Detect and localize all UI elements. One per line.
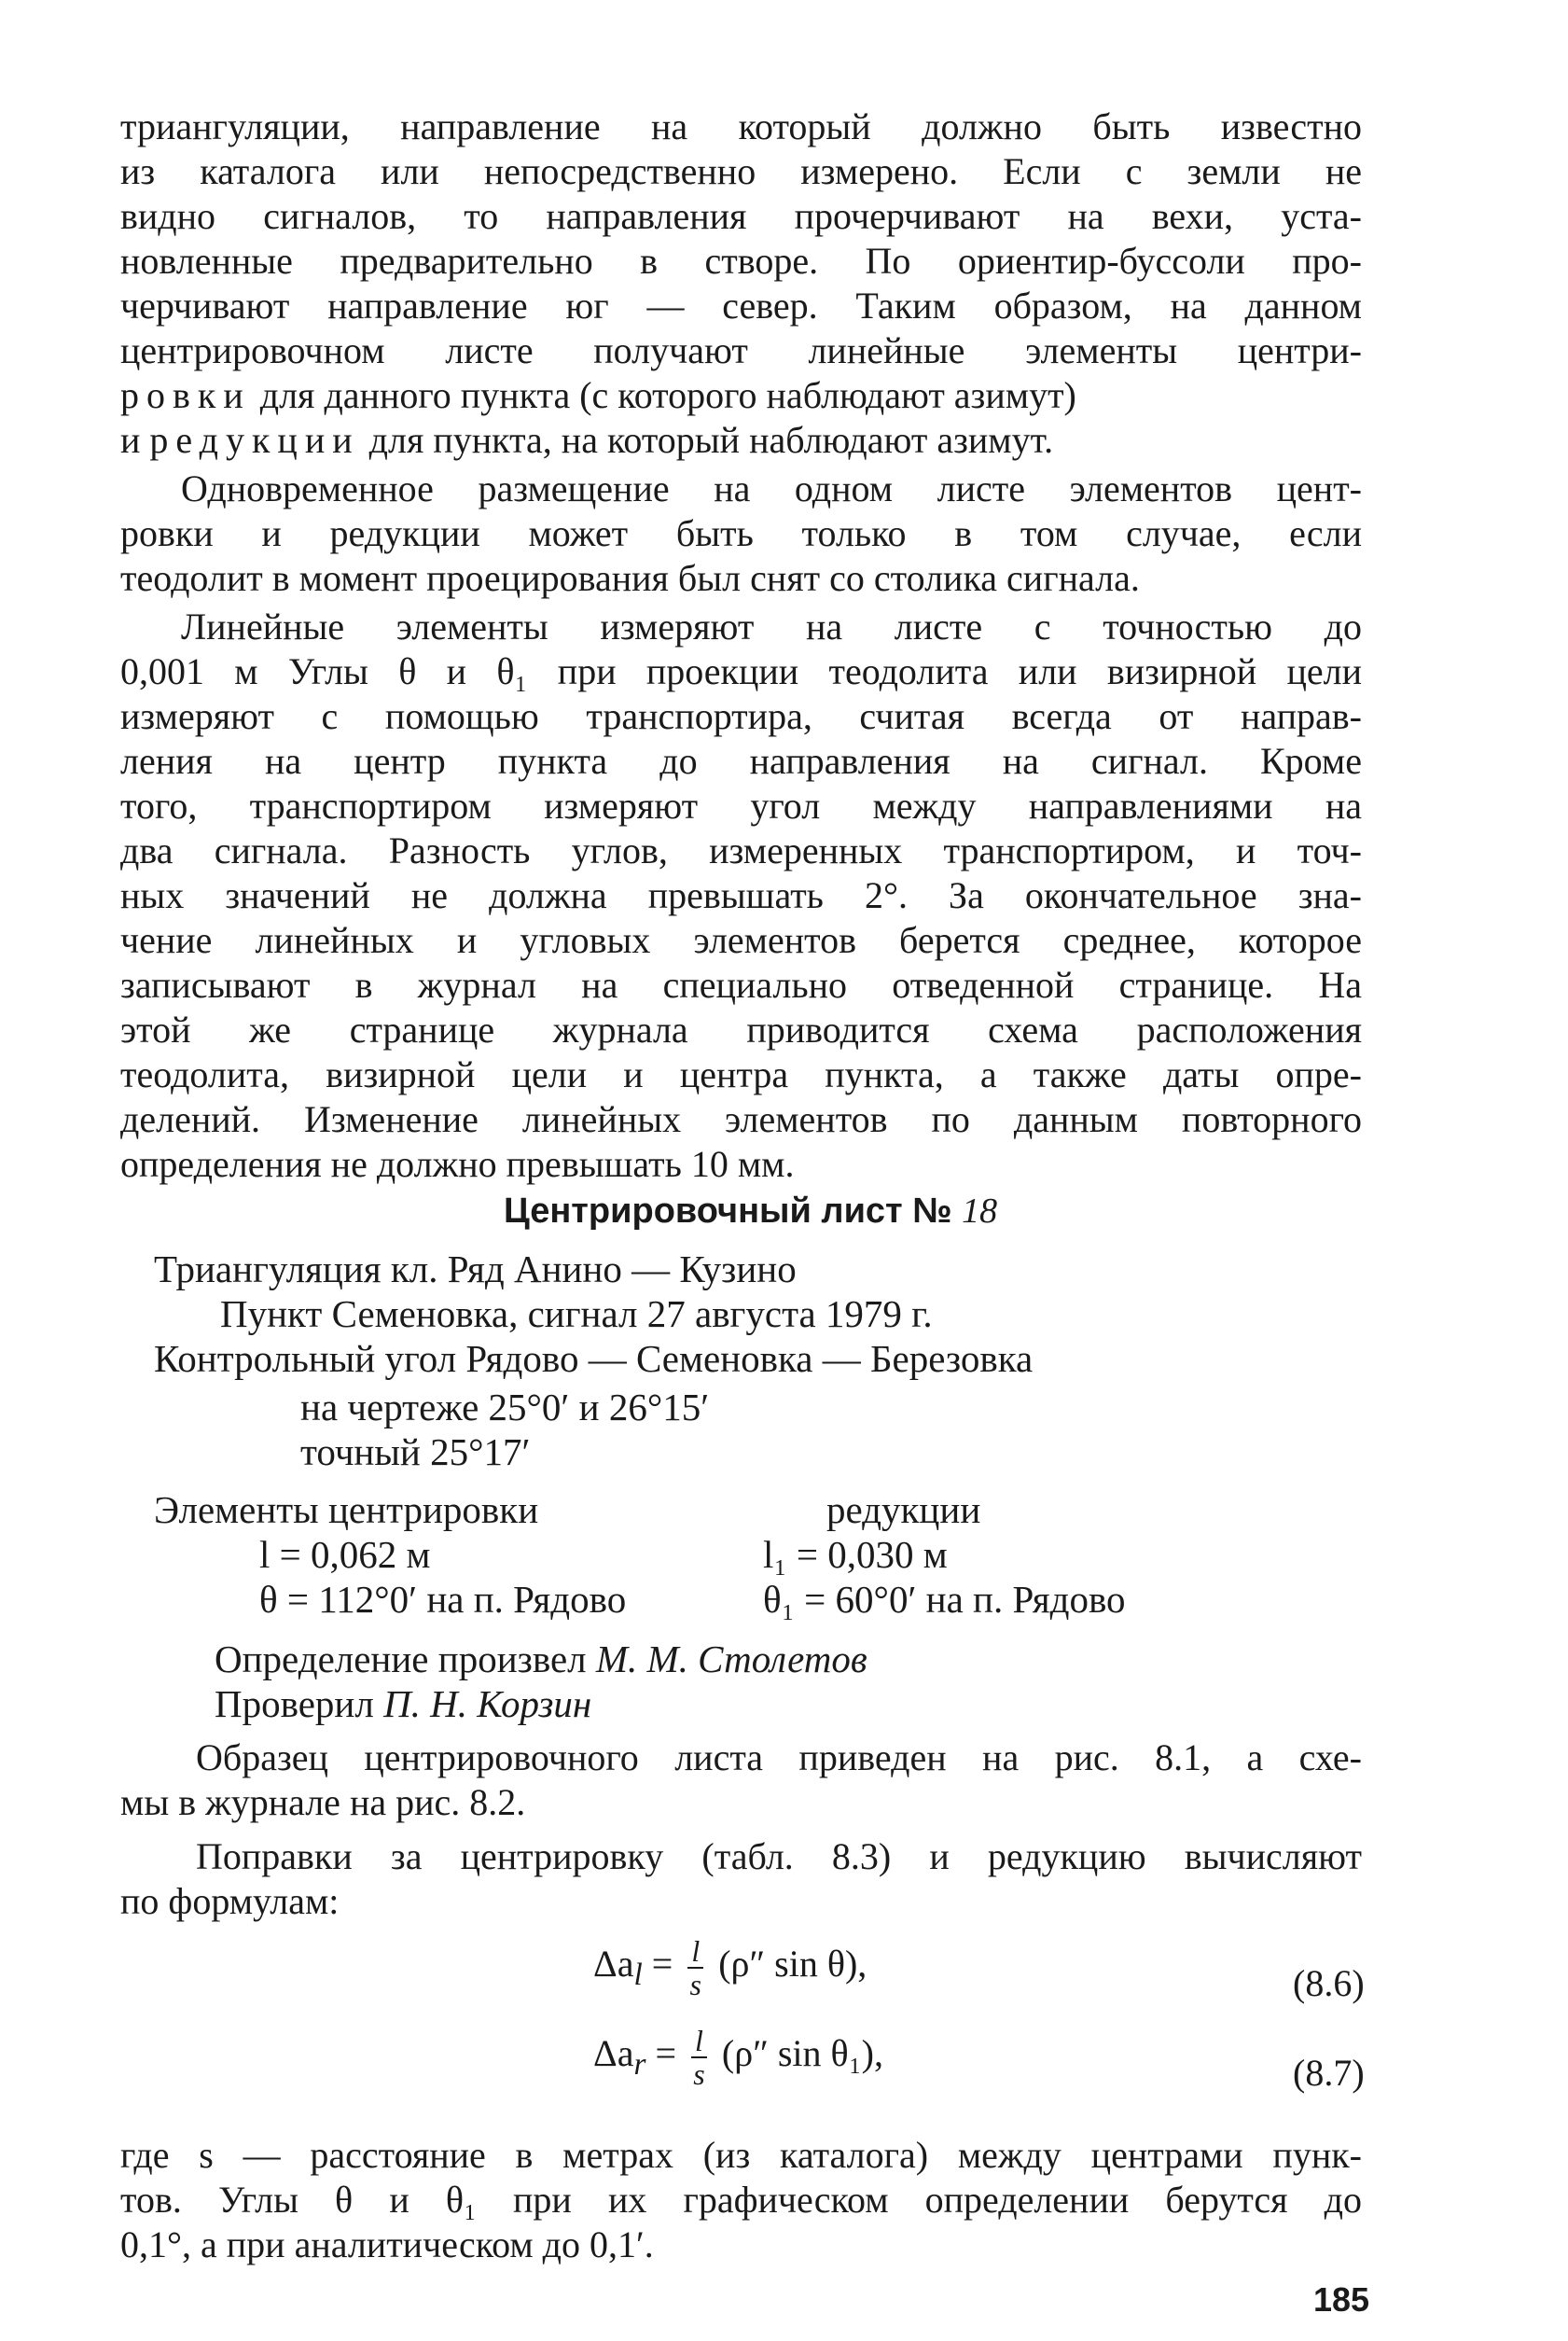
body-line: ровки и редукции может быть только в том случае, если [120,512,1362,554]
body-line: Одновременное размещение на одном листе элементов цент- [181,467,1362,509]
body-line: этой же странице журнала приводится схема расположения [120,1009,1362,1051]
equation-number: (8.7) [1293,2052,1365,2094]
body-line: триангуляции, направление на который должно быть известно [120,105,1362,147]
sheet-checked-by: Проверил П. Н. Корзин [215,1682,592,1725]
reduction-angle: θ₁ = 60°0′ на п. Рядово [763,1578,1126,1621]
formula-8-7: $\Delta a_r$ = $\frac{l}{s}$ (ρ″ sin θ₁), [593,2024,883,2091]
body-line: ровки для данного пункта (с которого наблюдают азимут) [120,374,1076,416]
spaced-term: ровки [120,374,251,416]
body-line: измеряют с помощью транспортира, считая всегда от направ- [120,695,1362,737]
signature-name: М. М. Столетов [595,1637,867,1680]
body-line: Образец центрировочного листа приведен на рис. 8.1, а схе- [196,1736,1362,1778]
body-line: 0,1°, а при аналитическом до 0,1′. [120,2223,654,2265]
body-line: видно сигналов, то направления прочерчивают на вехи, уста- [120,195,1362,237]
sheet-number: 18 [962,1191,998,1231]
equation-number: (8.6) [1293,1962,1365,2004]
body-line: два сигнала. Разность углов, измеренных транспортиром, и точ- [120,829,1362,871]
body-line: определения не должно превышать 10 мм. [120,1143,795,1185]
centering-linear: l = 0,062 м [259,1533,431,1576]
sheet-drawing-angle: на чертеже 25°0′ и 26°15′ [300,1386,710,1428]
body-line: тов. Углы θ и θ₁ при их графическом определении берутся до [120,2179,1362,2221]
reduction-linear: l₁ = 0,030 м [763,1533,948,1576]
formula-8-6: $\Delta a_l$ = $\frac{l}{s}$ (ρ″ sin θ), [593,1934,867,2001]
body-line: по формулам: [120,1880,340,1922]
reduction-label: редукции [826,1488,981,1531]
sheet-control-angle: Контрольный угол Рядово — Семеновка — Березовка [154,1337,1034,1380]
body-line: делений. Изменение линейных элементов по данным повторного [120,1098,1362,1140]
centering-label: Элементы центрировки [154,1488,539,1531]
sheet-made-by: Определение произвел М. М. Столетов [215,1637,867,1680]
spaced-term: редукции [149,419,360,461]
centering-angle: θ = 112°0′ на п. Рядово [259,1578,627,1621]
body-line: и редукции для пункта, на который наблюдают азимут. [120,419,1054,461]
body-line: Линейные элементы измеряют на листе с точностью до [181,606,1362,648]
body-line: 0,001 м Углы θ и θ₁ при проекции теодолита или визирной цели [120,650,1362,692]
body-line: мы в журнале на рис. 8.2. [120,1781,526,1823]
body-line: где s — расстояние в метрах (из каталога) между центрами пунк- [120,2134,1362,2176]
fraction: $\frac{l}{s}$ [687,1935,703,2000]
body-line: ления на центр пункта до направления на сигнал. Кроме [120,740,1362,782]
body-line: того, транспортиром измеряют угол между направлениями на [120,785,1362,827]
sheet-title: Центрировочный лист № 18 [504,1191,998,1231]
sheet-exact-angle: точный 25°17′ [300,1430,531,1473]
body-line: теодолита, визирной цели и центра пункта, а также даты опре- [120,1053,1362,1095]
body-line: записывают в журнал на специально отведенной странице. На [120,964,1362,1006]
sheet-triangulation: Триангуляция кл. Ряд Анино — Кузино [154,1247,797,1290]
body-line: чение линейных и угловых элементов берется среднее, которое [120,919,1362,961]
fraction: $\frac{l}{s}$ [691,2025,707,2090]
sheet-point: Пункт Семеновка, сигнал 27 августа 1979 г. [220,1292,933,1335]
body-line: центрировочном листе получают линейные элементы центри- [120,329,1362,371]
body-line: Поправки за центрировку (табл. 8.3) и редукцию вычисляют [196,1835,1362,1877]
signature-name: П. Н. Корзин [383,1682,592,1725]
body-line: ных значений не должна превышать 2°. За окончательное зна- [120,874,1362,916]
body-line: теодолит в момент проецирования был снят со столика сигнала. [120,557,1140,599]
page-number: 185 [1313,2280,1370,2319]
body-line: черчивают направление юг — север. Таким образом, на данном [120,285,1362,327]
body-line: из каталога или непосредственно измерено. Если с земли не [120,150,1362,192]
body-line: новленные предварительно в створе. По ориентир-буссоли про- [120,240,1362,282]
